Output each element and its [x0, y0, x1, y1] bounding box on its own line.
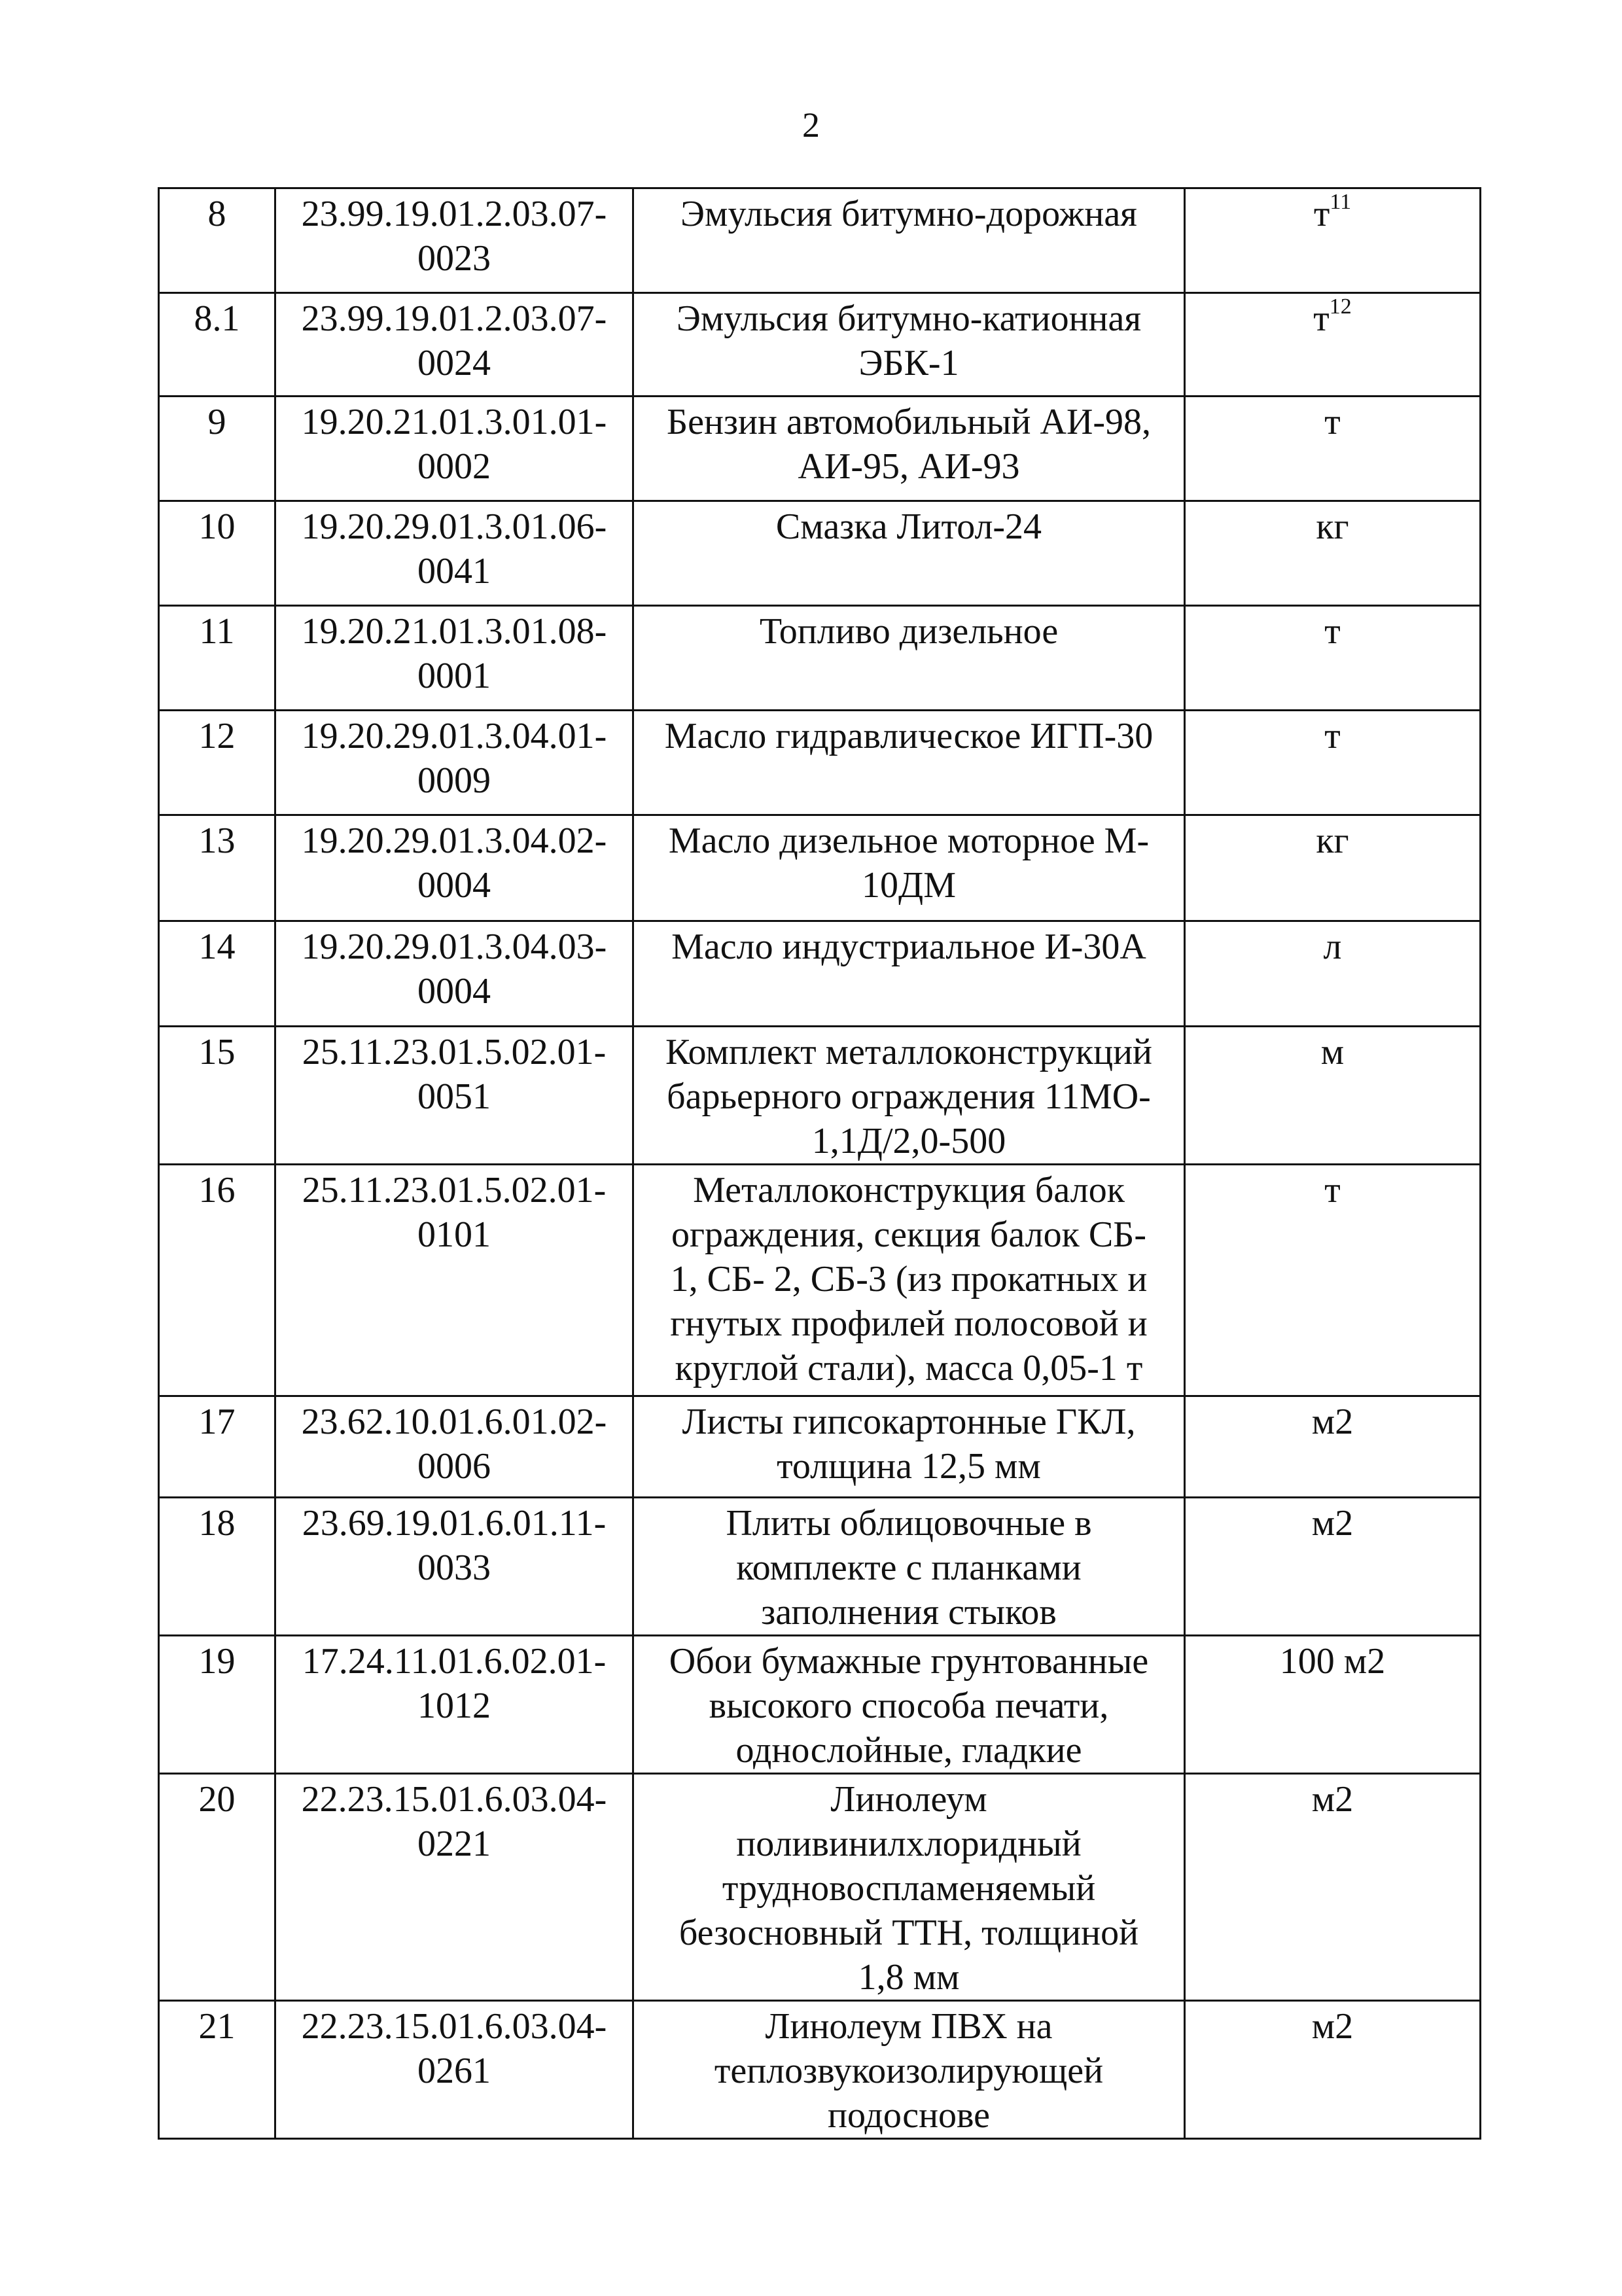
code-line: 0221 — [417, 1824, 491, 1864]
name-line: подоснове — [827, 2095, 991, 2136]
name-line: АИ-95, АИ-93 — [798, 446, 1020, 487]
name-line: Бензин автомобильный АИ-98, — [666, 402, 1152, 442]
row-number: 16 — [198, 1170, 236, 1210]
row-number: 15 — [198, 1032, 236, 1072]
name-cell — [633, 711, 1185, 815]
unit: т — [1324, 1170, 1341, 1210]
code-cell — [275, 1027, 633, 1165]
row-number: 17 — [198, 1402, 236, 1442]
name-line: Эмульсия битумно-катионная — [676, 298, 1142, 339]
code-line: 0101 — [417, 1214, 491, 1255]
name-line: Смазка Литол-24 — [775, 506, 1042, 547]
name-line: безосновный ТТН, толщиной — [679, 1913, 1139, 1953]
code-line: 17.24.11.01.6.02.01- — [302, 1641, 607, 1682]
code-cell — [275, 501, 633, 606]
name-cell — [633, 188, 1185, 293]
name-cell — [633, 1636, 1185, 1774]
row-number-cell — [159, 1165, 275, 1396]
table-row — [159, 1636, 1481, 1774]
code-line: 23.99.19.01.2.03.07- — [301, 194, 607, 234]
code-line: 19.20.29.01.3.04.01- — [301, 716, 607, 756]
row-number-cell — [159, 1636, 275, 1774]
name-line: комплекте с планками — [736, 1547, 1082, 1588]
row-number: 21 — [198, 2006, 236, 2047]
unit-cell — [1185, 921, 1481, 1027]
row-number: 8.1 — [194, 298, 240, 339]
name-line: трудновоспламеняемый — [722, 1868, 1096, 1909]
code-line: 25.11.23.01.5.02.01- — [302, 1170, 607, 1210]
name-cell — [633, 1396, 1185, 1498]
table-row — [159, 1498, 1481, 1636]
name-line: Плиты облицовочные в — [726, 1503, 1092, 1544]
unit-cell — [1185, 711, 1481, 815]
unit: м — [1320, 1032, 1345, 1072]
unit-cell — [1185, 293, 1481, 397]
unit: м2 — [1311, 2006, 1354, 2047]
name-line: Масло индустриальное И-30А — [671, 927, 1146, 967]
row-number: 18 — [198, 1503, 236, 1544]
code-cell — [275, 921, 633, 1027]
name-line: Обои бумажные грунтованные — [669, 1641, 1149, 1682]
unit-cell — [1185, 397, 1481, 501]
name-line: теплозвукоизолирующей — [714, 2051, 1104, 2091]
table-row — [159, 1165, 1481, 1396]
table-row — [159, 921, 1481, 1027]
name-line: 1, СБ- 2, СБ-3 (из прокатных и — [670, 1259, 1148, 1299]
unit-cell — [1185, 1498, 1481, 1636]
code-cell — [275, 1774, 633, 2001]
row-number-cell — [159, 293, 275, 397]
unit-cell — [1185, 1774, 1481, 2001]
code-line: 23.99.19.01.2.03.07- — [301, 298, 607, 339]
table-row — [159, 606, 1481, 711]
row-number-cell — [159, 2001, 275, 2139]
code-cell — [275, 1396, 633, 1498]
row-number-cell — [159, 501, 275, 606]
unit: кг — [1316, 821, 1349, 861]
name-line: Масло гидравлическое ИГП-30 — [664, 716, 1154, 756]
unit-cell — [1185, 501, 1481, 606]
row-number: 12 — [198, 716, 236, 756]
name-cell — [633, 815, 1185, 921]
name-line: заполнения стыков — [761, 1592, 1057, 1633]
unit-cell — [1185, 1027, 1481, 1165]
unit: 100 м2 — [1279, 1641, 1386, 1682]
row-number-cell — [159, 921, 275, 1027]
code-line: 0051 — [417, 1076, 491, 1117]
unit: м2 — [1311, 1779, 1354, 1820]
table-row — [159, 293, 1481, 397]
name-line: Линолеум ПВХ на — [765, 2006, 1053, 2047]
unit-cell — [1185, 815, 1481, 921]
unit: т — [1324, 611, 1341, 652]
name-line: Металлоконструкция балок — [693, 1170, 1125, 1210]
code-line: 0033 — [417, 1547, 491, 1588]
code-cell — [275, 188, 633, 293]
name-cell — [633, 501, 1185, 606]
name-cell — [633, 1774, 1185, 2001]
code-line: 0261 — [417, 2051, 491, 2091]
row-number-cell — [159, 397, 275, 501]
table-row — [159, 815, 1481, 921]
row-number-cell — [159, 815, 275, 921]
code-line: 0006 — [417, 1446, 491, 1487]
row-number-cell — [159, 1498, 275, 1636]
name-line: Топливо дизельное — [759, 611, 1059, 652]
row-number: 19 — [198, 1641, 236, 1682]
name-line: Масло дизельное моторное М- — [668, 821, 1150, 861]
table-row — [159, 1396, 1481, 1498]
code-line: 22.23.15.01.6.03.04- — [301, 1779, 607, 1820]
code-cell — [275, 1636, 633, 1774]
code-line: 1012 — [417, 1686, 491, 1726]
name-line: 10ДМ — [862, 865, 956, 906]
unit: т — [1324, 402, 1341, 442]
row-number: 10 — [198, 506, 236, 547]
row-number-cell — [159, 188, 275, 293]
code-line: 19.20.29.01.3.04.02- — [301, 821, 607, 861]
row-number-cell — [159, 606, 275, 711]
code-cell — [275, 2001, 633, 2139]
unit: кг — [1316, 506, 1349, 547]
table-row — [159, 2001, 1481, 2139]
unit: м2 — [1311, 1402, 1354, 1442]
name-line: Листы гипсокартонные ГКЛ, — [682, 1402, 1136, 1442]
name-cell — [633, 397, 1185, 501]
footnote-ref: 12 — [1329, 294, 1352, 319]
code-line: 0041 — [417, 551, 491, 592]
table-row — [159, 1774, 1481, 2001]
code-line: 0004 — [417, 865, 491, 906]
name-line: высокого способа печати, — [709, 1686, 1109, 1726]
table-row — [159, 188, 1481, 293]
code-line: 23.62.10.01.6.01.02- — [301, 1402, 607, 1442]
unit: м2 — [1311, 1503, 1354, 1544]
name-line: Эмульсия битумно-дорожная — [680, 194, 1137, 234]
name-line: поливинилхлоридный — [736, 1824, 1082, 1864]
unit-cell — [1185, 1396, 1481, 1498]
code-line: 0009 — [417, 760, 491, 801]
code-line: 19.20.21.01.3.01.08- — [301, 611, 607, 652]
row-number: 9 — [207, 402, 226, 442]
name-line: однослойные, гладкие — [735, 1730, 1082, 1771]
code-line: 0004 — [417, 971, 491, 1012]
unit: л — [1323, 927, 1342, 967]
name-line: барьерного ограждения 11МО- — [667, 1076, 1151, 1117]
name-line: Линолеум — [830, 1779, 987, 1820]
materials-table — [158, 187, 1481, 2140]
name-line: ЭБК-1 — [858, 343, 959, 383]
row-number: 13 — [198, 821, 236, 861]
code-line: 25.11.23.01.5.02.01- — [302, 1032, 607, 1072]
row-number: 8 — [207, 194, 226, 234]
code-line: 19.20.21.01.3.01.01- — [301, 402, 607, 442]
code-line: 22.23.15.01.6.03.04- — [301, 2006, 607, 2047]
table-row — [159, 711, 1481, 815]
name-line: 1,8 мм — [858, 1957, 960, 1998]
unit-cell — [1185, 2001, 1481, 2139]
unit: т — [1313, 194, 1330, 234]
name-cell — [633, 1165, 1185, 1396]
row-number-cell — [159, 1774, 275, 2001]
row-number: 20 — [198, 1779, 236, 1820]
row-number-cell — [159, 1396, 275, 1498]
code-cell — [275, 1165, 633, 1396]
name-line: толщина 12,5 мм — [777, 1446, 1041, 1487]
unit-cell — [1185, 188, 1481, 293]
name-cell — [633, 921, 1185, 1027]
code-cell — [275, 606, 633, 711]
code-line: 23.69.19.01.6.01.11- — [302, 1503, 607, 1544]
name-line: Комплект металлоконструкций — [665, 1032, 1153, 1072]
unit-cell — [1185, 1165, 1481, 1396]
code-line: 0023 — [417, 238, 491, 279]
name-cell — [633, 606, 1185, 711]
name-line: гнутых профилей полосовой и — [670, 1303, 1148, 1344]
unit: т — [1313, 298, 1330, 339]
code-cell — [275, 293, 633, 397]
name-line: круглой стали), масса 0,05-1 т — [675, 1348, 1143, 1388]
unit: т — [1324, 716, 1341, 756]
row-number-cell — [159, 1027, 275, 1165]
name-cell — [633, 293, 1185, 397]
code-cell — [275, 397, 633, 501]
page-number: 2 — [802, 105, 820, 145]
table-row — [159, 397, 1481, 501]
code-line: 0024 — [417, 343, 491, 383]
name-cell — [633, 1027, 1185, 1165]
code-line: 0002 — [417, 446, 491, 487]
table-row — [159, 501, 1481, 606]
name-line: ограждения, секция балок СБ- — [671, 1214, 1146, 1255]
row-number: 11 — [199, 611, 235, 652]
code-line: 0001 — [417, 656, 491, 696]
row-number-cell — [159, 711, 275, 815]
name-cell — [633, 2001, 1185, 2139]
code-cell — [275, 815, 633, 921]
name-cell — [633, 1498, 1185, 1636]
code-cell — [275, 1498, 633, 1636]
code-line: 19.20.29.01.3.01.06- — [301, 506, 607, 547]
code-cell — [275, 711, 633, 815]
row-number: 14 — [198, 927, 236, 967]
table-row — [159, 1027, 1481, 1165]
unit-cell — [1185, 1636, 1481, 1774]
footnote-ref: 11 — [1330, 190, 1352, 215]
unit-cell — [1185, 606, 1481, 711]
code-line: 19.20.29.01.3.04.03- — [301, 927, 607, 967]
name-line: 1,1Д/2,0-500 — [811, 1121, 1006, 1161]
